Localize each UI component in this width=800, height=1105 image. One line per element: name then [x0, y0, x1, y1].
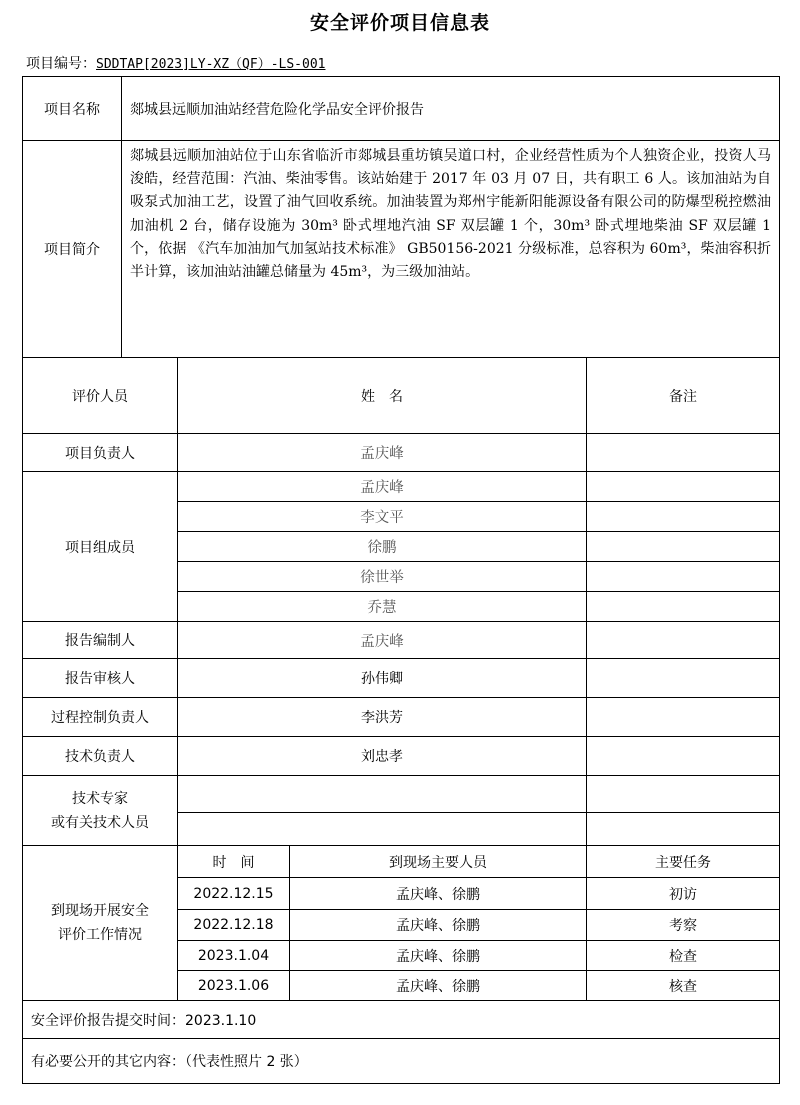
- reviewer-name: 孙伟卿: [178, 659, 587, 698]
- visit-date: 2022.12.18: [178, 910, 290, 941]
- member-name: 乔慧: [178, 592, 587, 622]
- compiler-role: 报告编制人: [23, 622, 178, 659]
- other-content: 有必要公开的其它内容：（代表性照片 2 张）: [23, 1039, 780, 1084]
- compiler-remark: [587, 622, 780, 659]
- personnel-header-row: [23, 358, 780, 434]
- reviewer-row: [23, 659, 780, 698]
- visit-task: 核查: [587, 971, 780, 1001]
- reviewer-remark: [587, 659, 780, 698]
- technical-role: 技术负责人: [23, 737, 178, 776]
- experts-role-line2: 或有关技术人员: [51, 814, 149, 831]
- header-remark: 备注: [587, 358, 780, 434]
- experts-role-line1: 技术专家: [72, 790, 128, 807]
- info-table: [22, 76, 780, 1084]
- project-number: [26, 53, 326, 73]
- process-control-role: 过程控制负责人: [23, 698, 178, 737]
- member-remark: [587, 592, 780, 622]
- process-control-remark: [587, 698, 780, 737]
- experts-remark: [587, 813, 780, 846]
- member-remark: [587, 502, 780, 532]
- member-row: [23, 472, 780, 502]
- header-name: 姓 名: [178, 358, 587, 434]
- compiler-name: 孟庆峰: [178, 622, 587, 659]
- submission-cell: [23, 1001, 780, 1039]
- submission-date: 2023.1.10: [185, 1012, 257, 1029]
- visit-people-header: 到现场主要人员: [290, 846, 587, 878]
- leader-name: 孟庆峰: [178, 434, 587, 472]
- visit-time-header: 时 间: [178, 846, 290, 878]
- compiler-row: [23, 622, 780, 659]
- site-visits-header-row: [23, 846, 780, 878]
- project-name-label: 项目名称: [23, 77, 122, 141]
- technical-row: [23, 737, 780, 776]
- page-title: 安全评价项目信息表: [309, 12, 490, 34]
- member-remark: [587, 472, 780, 502]
- experts-remark: [587, 776, 780, 813]
- submission-label: 安全评价报告提交时间：: [31, 1012, 185, 1029]
- site-visits-label-line2: 评价工作情况: [58, 927, 142, 943]
- members-role: 项目组成员: [23, 472, 178, 622]
- visit-task: 初访: [587, 878, 780, 910]
- submission-row: [23, 1001, 780, 1039]
- visit-people: 孟庆峰、徐鹏: [290, 910, 587, 941]
- leader-role: 项目负责人: [23, 434, 178, 472]
- header-role: 评价人员: [23, 358, 178, 434]
- site-visits-label: [23, 846, 178, 1001]
- visit-people: 孟庆峰、徐鹏: [290, 941, 587, 971]
- visit-date: 2022.12.15: [178, 878, 290, 910]
- leader-remark: [587, 434, 780, 472]
- visit-task-header: 主要任务: [587, 846, 780, 878]
- experts-role: [23, 776, 178, 846]
- technical-remark: [587, 737, 780, 776]
- project-intro-text: 郯城县远顺加油站位于山东省临沂市郯城县重坊镇吴道口村，企业经营性质为个人独资企业，投资人马浚皓，经营范围：汽油、柴油零售。该站始建于 2017 年 03 月 07 日，共有职工 6 人。该加油站为自吸泵式加油工艺，设置了油气回收系统。加油装置为郑州宇能新阳能源设备有限公司的防爆型税控燃油加油机 2 台，储存设施为 30m³ 卧式埋地汽油 SF 双层罐 1 个，30m³ 卧式埋地柴油 SF 双层罐 1 个，依据 《汽车加油加气加氢站技术标准》 GB50156-2021 分级标准，总容积为 60m³，柴油容积折半计算，该加油站油罐总储量为 45m³，为三级加油站。: [122, 141, 780, 358]
- visit-task: 考察: [587, 910, 780, 941]
- experts-row: [23, 776, 780, 813]
- project-number-label: 项目编号：: [26, 56, 96, 72]
- member-name: 徐世举: [178, 562, 587, 592]
- member-name: 徐鹏: [178, 532, 587, 562]
- reviewer-role: 报告审核人: [23, 659, 178, 698]
- technical-name: 刘忠孝: [178, 737, 587, 776]
- experts-name: [178, 813, 587, 846]
- project-number-value: SDDTAP[2023]LY-XZ（QF）-LS-001: [96, 57, 326, 72]
- process-control-row: [23, 698, 780, 737]
- member-remark: [587, 562, 780, 592]
- visit-task: 检查: [587, 941, 780, 971]
- project-intro-row: [23, 141, 780, 358]
- visit-people: 孟庆峰、徐鹏: [290, 971, 587, 1001]
- member-name: 李文平: [178, 502, 587, 532]
- leader-row: [23, 434, 780, 472]
- site-visits-label-line1: 到现场开展安全: [51, 903, 149, 919]
- member-name: 孟庆峰: [178, 472, 587, 502]
- project-intro-label: 项目简介: [23, 141, 122, 358]
- visit-date: 2023.1.04: [178, 941, 290, 971]
- project-name-row: [23, 77, 780, 141]
- other-content-row: [23, 1039, 780, 1084]
- process-control-name: 李洪芳: [178, 698, 587, 737]
- experts-name: [178, 776, 587, 813]
- member-remark: [587, 532, 780, 562]
- project-name-value: 郯城县远顺加油站经营危险化学品安全评价报告: [122, 77, 780, 141]
- visit-date: 2023.1.06: [178, 971, 290, 1001]
- visit-people: 孟庆峰、徐鹏: [290, 878, 587, 910]
